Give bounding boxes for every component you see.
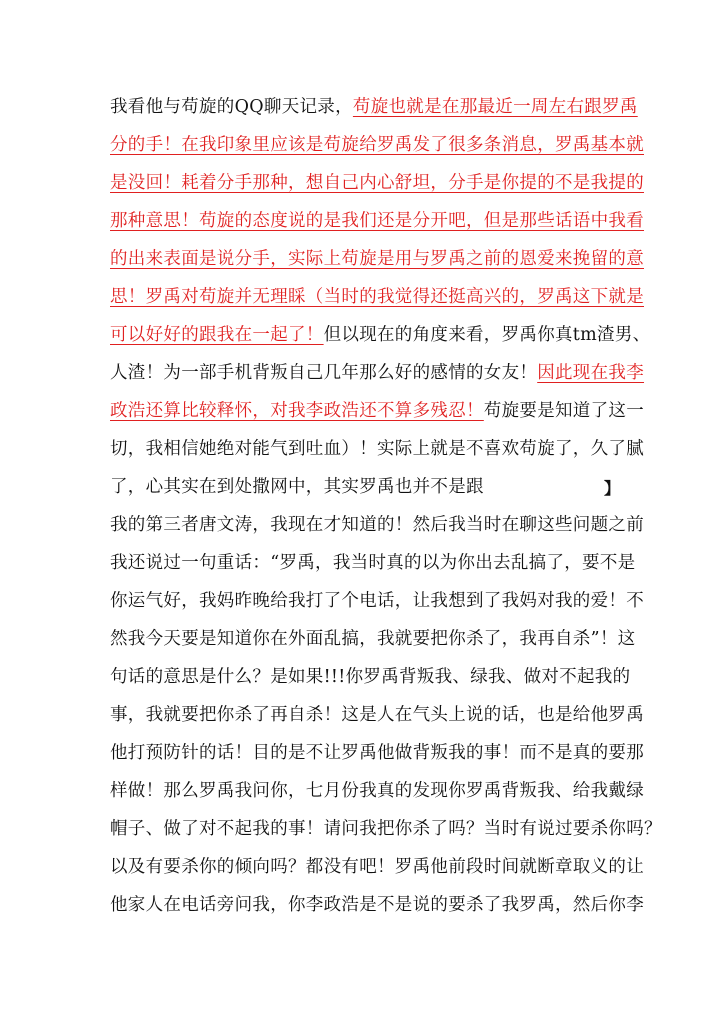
highlighted-text-segment: 因此现在我李 bbox=[537, 363, 645, 383]
text-segment: 我的第三者唐文涛，我现在才知道的！然后我当时在聊这些问题之前 bbox=[110, 515, 644, 535]
text-line bbox=[110, 848, 644, 886]
text-line bbox=[110, 772, 644, 810]
highlighted-text-segment: 苟旋也就是在那最近一周左右跟罗禹 bbox=[352, 97, 638, 117]
text-segment: 了，心其实在到处撒网中，其实罗禹也并不是跟 bbox=[110, 477, 484, 497]
text-line bbox=[110, 468, 620, 506]
text-segment: 事，我就要把你杀了再自杀！这是人在气头上说的话，也是给他罗禹 bbox=[110, 705, 644, 725]
highlighted-text-segment: 政浩还算比较释怀，对我李政浩还不算多残忍！ bbox=[110, 401, 484, 421]
text-segment: 但以现在的角度来看，罗禹你真tm渣男、 bbox=[323, 325, 651, 345]
text-line bbox=[110, 810, 662, 848]
highlighted-text-segment: 思！罗禹对苟旋并无理睬（当时的我觉得还挺高兴的，罗禹这下就是 bbox=[110, 287, 644, 307]
text-segment: 苟旋要是知道了这一 bbox=[483, 401, 645, 421]
document-body bbox=[110, 88, 662, 924]
text-line bbox=[110, 126, 644, 164]
text-line bbox=[110, 278, 644, 316]
text-segment: 以及有要杀你的倾向吗？都没有吧！罗禹他前段时间就断章取义的让 bbox=[110, 857, 644, 877]
text-segment: 人渣！为一部手机背叛自己几年那么好的感情的女友！ bbox=[110, 363, 538, 383]
text-line bbox=[110, 202, 644, 240]
closing-bracket: 】 bbox=[604, 479, 621, 498]
text-line bbox=[110, 544, 636, 582]
text-line bbox=[110, 88, 638, 126]
text-line bbox=[110, 164, 644, 202]
text-segment: 样做！那么罗禹我问你，七月份我真的发现你罗禹背叛我、给我戴绿 bbox=[110, 781, 644, 801]
text-segment: 切，我相信她绝对能气到吐血）！实际上就是不喜欢苟旋了，久了腻 bbox=[110, 439, 644, 459]
highlighted-text-segment: 那种意思！苟旋的态度说的是我们还是分开吧，但是那些话语中我看 bbox=[110, 211, 644, 231]
text-line bbox=[110, 392, 645, 430]
highlighted-text-segment: 分的手！在我印象里应该是苟旋给罗禹发了很多条消息，罗禹基本就 bbox=[110, 135, 644, 155]
text-segment: 你运气好，我妈昨晚给我打了个电话，让我想到了我妈对我的爱！不 bbox=[110, 591, 644, 611]
text-line bbox=[110, 240, 644, 278]
highlighted-text-segment: 可以好好的跟我在一起了！ bbox=[110, 325, 324, 345]
text-line bbox=[110, 734, 644, 772]
text-segment: 他家人在电话旁问我，你李政浩是不是说的要杀了我罗禹，然后你李 bbox=[110, 895, 644, 915]
text-line bbox=[110, 582, 644, 620]
text-segment: 然我今天要是知道你在外面乱搞，我就要把你杀了，我再自杀”！这 bbox=[110, 629, 636, 649]
highlighted-text-segment: 是没回！耗着分手那种，想自己内心舒坦，分手是你提的不是我提的 bbox=[110, 173, 644, 193]
text-line bbox=[110, 696, 644, 734]
text-line bbox=[110, 354, 645, 392]
highlighted-text-segment: 的出来表面是说分手，实际上苟旋是用与罗禹之前的恩爱来挽留的意 bbox=[110, 249, 644, 269]
text-line bbox=[110, 430, 644, 468]
text-segment: 帽子、做了对不起我的事！请问我把你杀了吗？当时有说过要杀你吗？ bbox=[110, 819, 662, 839]
text-segment: 句话的意思是什么？是如果!!!你罗禹背叛我、绿我、做对不起我的 bbox=[110, 667, 631, 687]
text-line bbox=[110, 658, 631, 696]
text-segment: 我还说过一句重话：“罗禹，我当时真的以为你出去乱搞了，要不是 bbox=[110, 553, 636, 573]
text-segment: 我看他与苟旋的QQ聊天记录， bbox=[110, 97, 353, 117]
text-line bbox=[110, 506, 644, 544]
text-line bbox=[110, 886, 644, 924]
text-segment: 他打预防针的话！目的是不让罗禹他做背叛我的事！而不是真的要那 bbox=[110, 743, 644, 763]
text-line bbox=[110, 620, 636, 658]
text-line bbox=[110, 316, 651, 354]
